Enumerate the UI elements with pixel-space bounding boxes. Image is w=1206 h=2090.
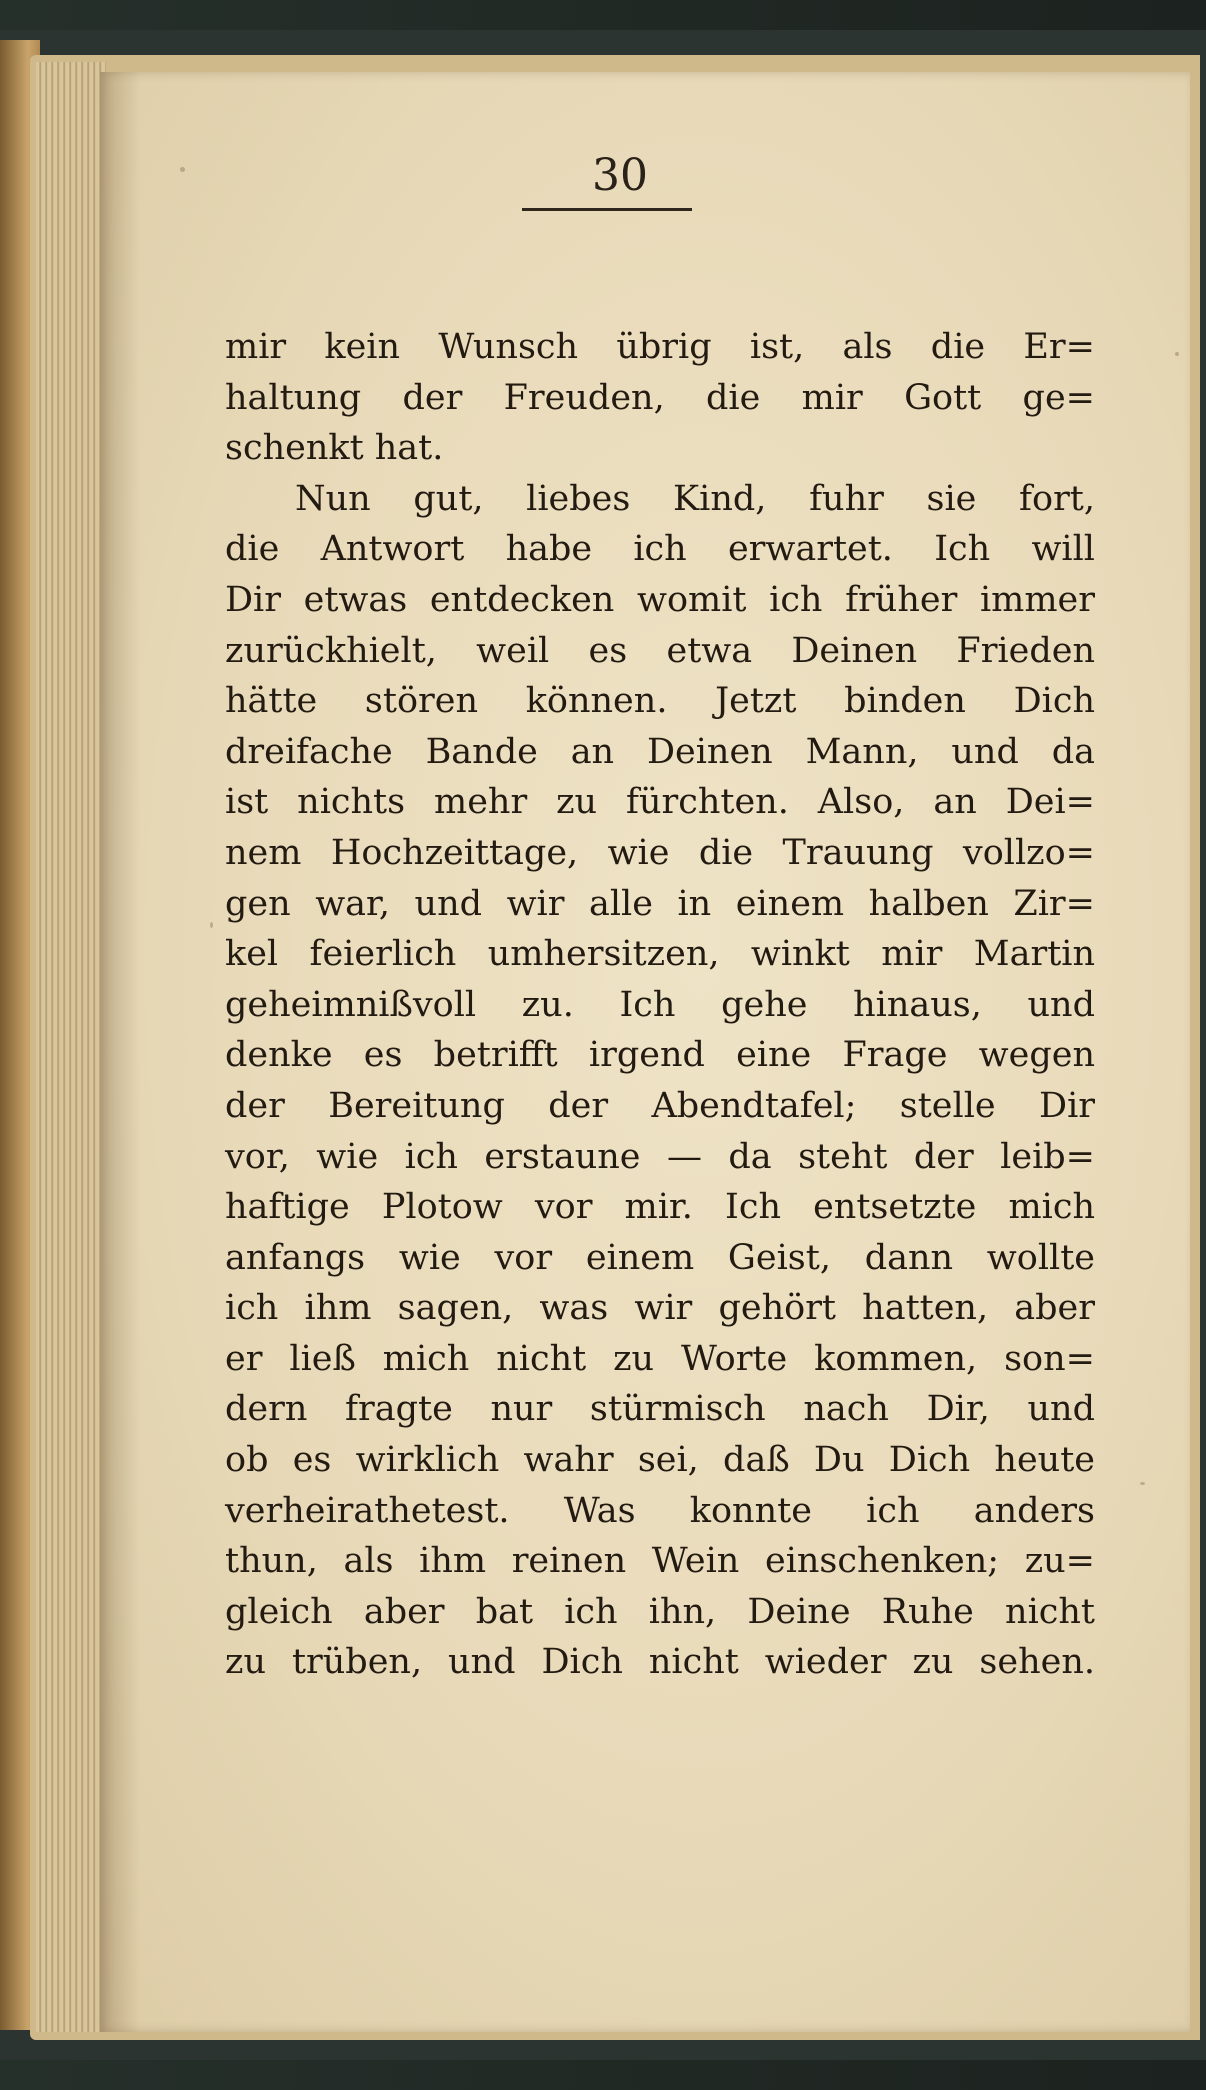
page-edges <box>36 62 106 2032</box>
text-line: Dir etwas entdecken womit ich früher immer <box>225 579 1095 620</box>
text-line: hätte stören können. Jetzt binden Dich <box>225 681 1095 722</box>
text-line: gleich aber bat ich ihn, Deine Ruhe nicht <box>225 1591 1095 1632</box>
text-line: ich ihm sagen, was wir gehört hatten, aber <box>225 1288 1095 1329</box>
text-line: Nun gut, liebes Kind, fuhr sie fort, <box>295 478 1095 519</box>
text-line: nem Hochzeittage, wie die Trauung vollzo= <box>225 832 1095 873</box>
text-line: ist nichts mehr zu fürchten. Also, an Dei= <box>225 782 1095 823</box>
text-line: er ließ mich nicht zu Worte kommen, son= <box>225 1338 1095 1379</box>
paper-speck <box>180 167 185 172</box>
text-line: zu trüben, und Dich nicht wieder zu sehen. <box>225 1642 1095 1683</box>
text-line: geheimnißvoll zu. Ich gehe hinaus, und <box>225 984 1095 1025</box>
text-line: haftige Plotow vor mir. Ich entsetzte mich <box>225 1187 1095 1228</box>
text-line: denke es betrifft irgend eine Frage wegen <box>225 1035 1095 1076</box>
text-line: zurückhielt, weil es etwa Deinen Frieden <box>225 630 1095 671</box>
text-line: gen war, und wir alle in einem halben Zir= <box>225 883 1095 924</box>
text-line: haltung der Freuden, die mir Gott ge= <box>225 377 1095 418</box>
gutter-shadow <box>100 72 140 2032</box>
text-line: vor, wie ich erstaune — da steht der leib= <box>225 1136 1095 1177</box>
text-line: die Antwort habe ich erwartet. Ich will <box>225 529 1095 570</box>
text-line: der Bereitung der Abendtafel; stelle Dir <box>225 1085 1095 1126</box>
text-line: verheirathetest. Was konnte ich anders <box>225 1490 1095 1531</box>
header-rule <box>522 208 692 211</box>
body-text <box>225 322 1095 1688</box>
paper-speck <box>1140 1482 1145 1485</box>
page-number: 30 <box>592 150 648 201</box>
text-line: mir kein Wunsch übrig ist, als die Er= <box>225 327 1095 367</box>
text-line: thun, als ihm reinen Wein einschenken; zu= <box>225 1541 1095 1582</box>
text-line: dern fragte nur stürmisch nach Dir, und <box>225 1389 1095 1430</box>
text-line: schenkt hat. <box>225 428 444 469</box>
text-line: anfangs wie vor einem Geist, dann wollte <box>225 1237 1095 1278</box>
paper-speck <box>210 922 213 928</box>
text-line: ob es wirklich wahr sei, daß Du Dich heute <box>225 1440 1095 1481</box>
paper-speck <box>1175 352 1179 356</box>
text-line: dreifache Bande an Deinen Mann, und da <box>225 731 1095 772</box>
text-line: kel feierlich umhersitzen, winkt mir Martin <box>225 934 1095 975</box>
